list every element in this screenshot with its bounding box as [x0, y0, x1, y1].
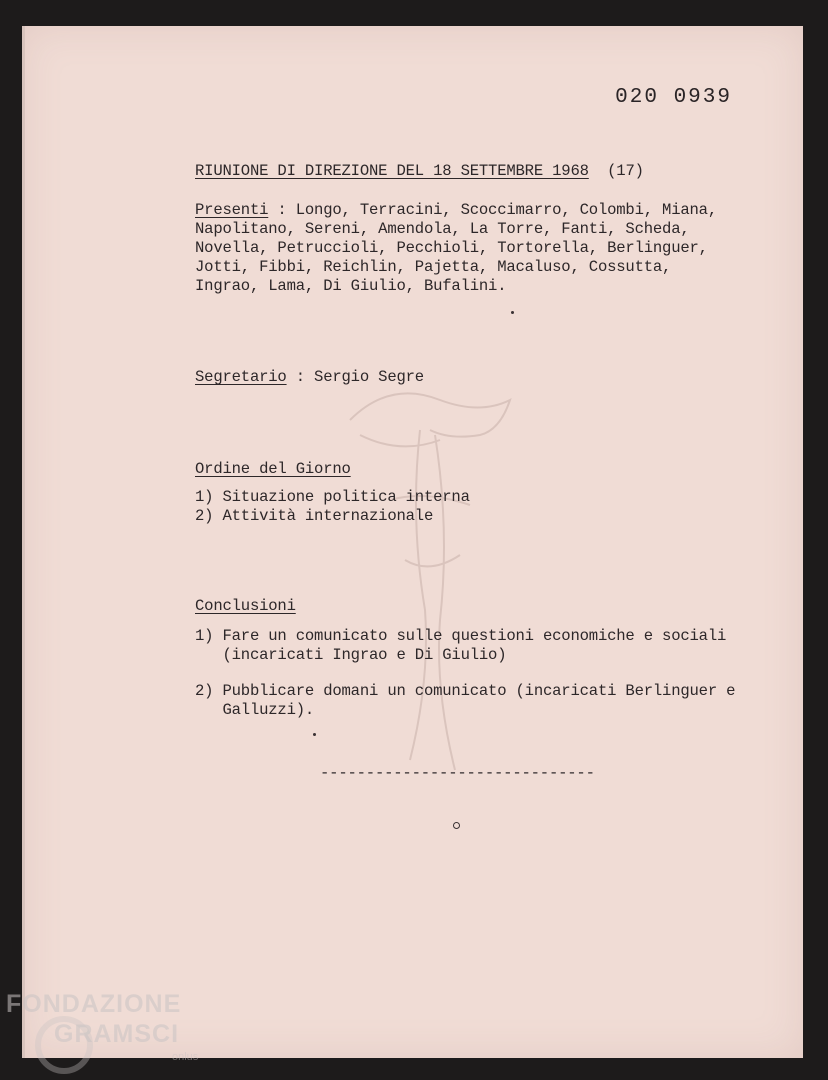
paper-watermark-figure-icon: [330, 360, 530, 780]
document-heading: [195, 162, 644, 181]
ink-ring-mark: [453, 822, 460, 829]
segretario-value: : Sergio Segre: [286, 368, 424, 386]
fondazione-gramsci-logo: [4, 990, 214, 1076]
conclusion-item-line: Galluzzi).: [195, 701, 315, 719]
presenti-line: Napolitano, Sereni, Amendola, La Torre, Fanti, Scheda,: [195, 220, 690, 238]
presenti-line: Jotti, Fibbi, Reichlin, Pajetta, Macaluso, Cossutta,: [195, 258, 672, 276]
conclusion-item-line: (incaricati Ingrao e Di Giulio): [195, 646, 507, 664]
document-title-number: (17): [607, 162, 644, 180]
conclusion-item-line: 2) Pubblicare domani un comunicato (incaricati Berlinguer e: [195, 682, 736, 700]
presenti-line: : Longo, Terracini, Scoccimarro, Colombi, Miana,: [268, 201, 717, 219]
logo-line-1: FONDAZIONE: [6, 990, 182, 1018]
ink-dot: [511, 311, 514, 314]
logo-line-2: GRAMSCI: [54, 1020, 180, 1048]
document-title: RIUNIONE DI DIREZIONE DEL 18 SETTEMBRE 1968: [195, 162, 589, 180]
agenda-item: 2) Attività internazionale: [195, 507, 434, 525]
document-number: 020 0939: [615, 86, 732, 109]
conclusion-item-line: 1) Fare un comunicato sulle questioni economiche e sociali: [195, 627, 727, 645]
presenti-block: [195, 201, 717, 220]
ink-dot: [313, 733, 316, 736]
separator-line: ------------------------------: [320, 764, 595, 782]
ordine-del-giorno-heading: Ordine del Giorno: [195, 460, 351, 478]
paper-edge: [22, 26, 25, 1058]
presenti-label: Presenti: [195, 201, 269, 219]
agenda-item: 1) Situazione politica interna: [195, 488, 470, 506]
logo-line-3: onlus: [172, 1051, 199, 1063]
presenti-line: Ingrao, Lama, Di Giulio, Bufalini.: [195, 277, 507, 295]
segretario-block: [195, 368, 424, 387]
conclusioni-heading: Conclusioni: [195, 597, 296, 615]
presenti-line: Novella, Petruccioli, Pecchioli, Tortorella, Berlinguer,: [195, 239, 708, 257]
segretario-label: Segretario: [195, 368, 287, 386]
